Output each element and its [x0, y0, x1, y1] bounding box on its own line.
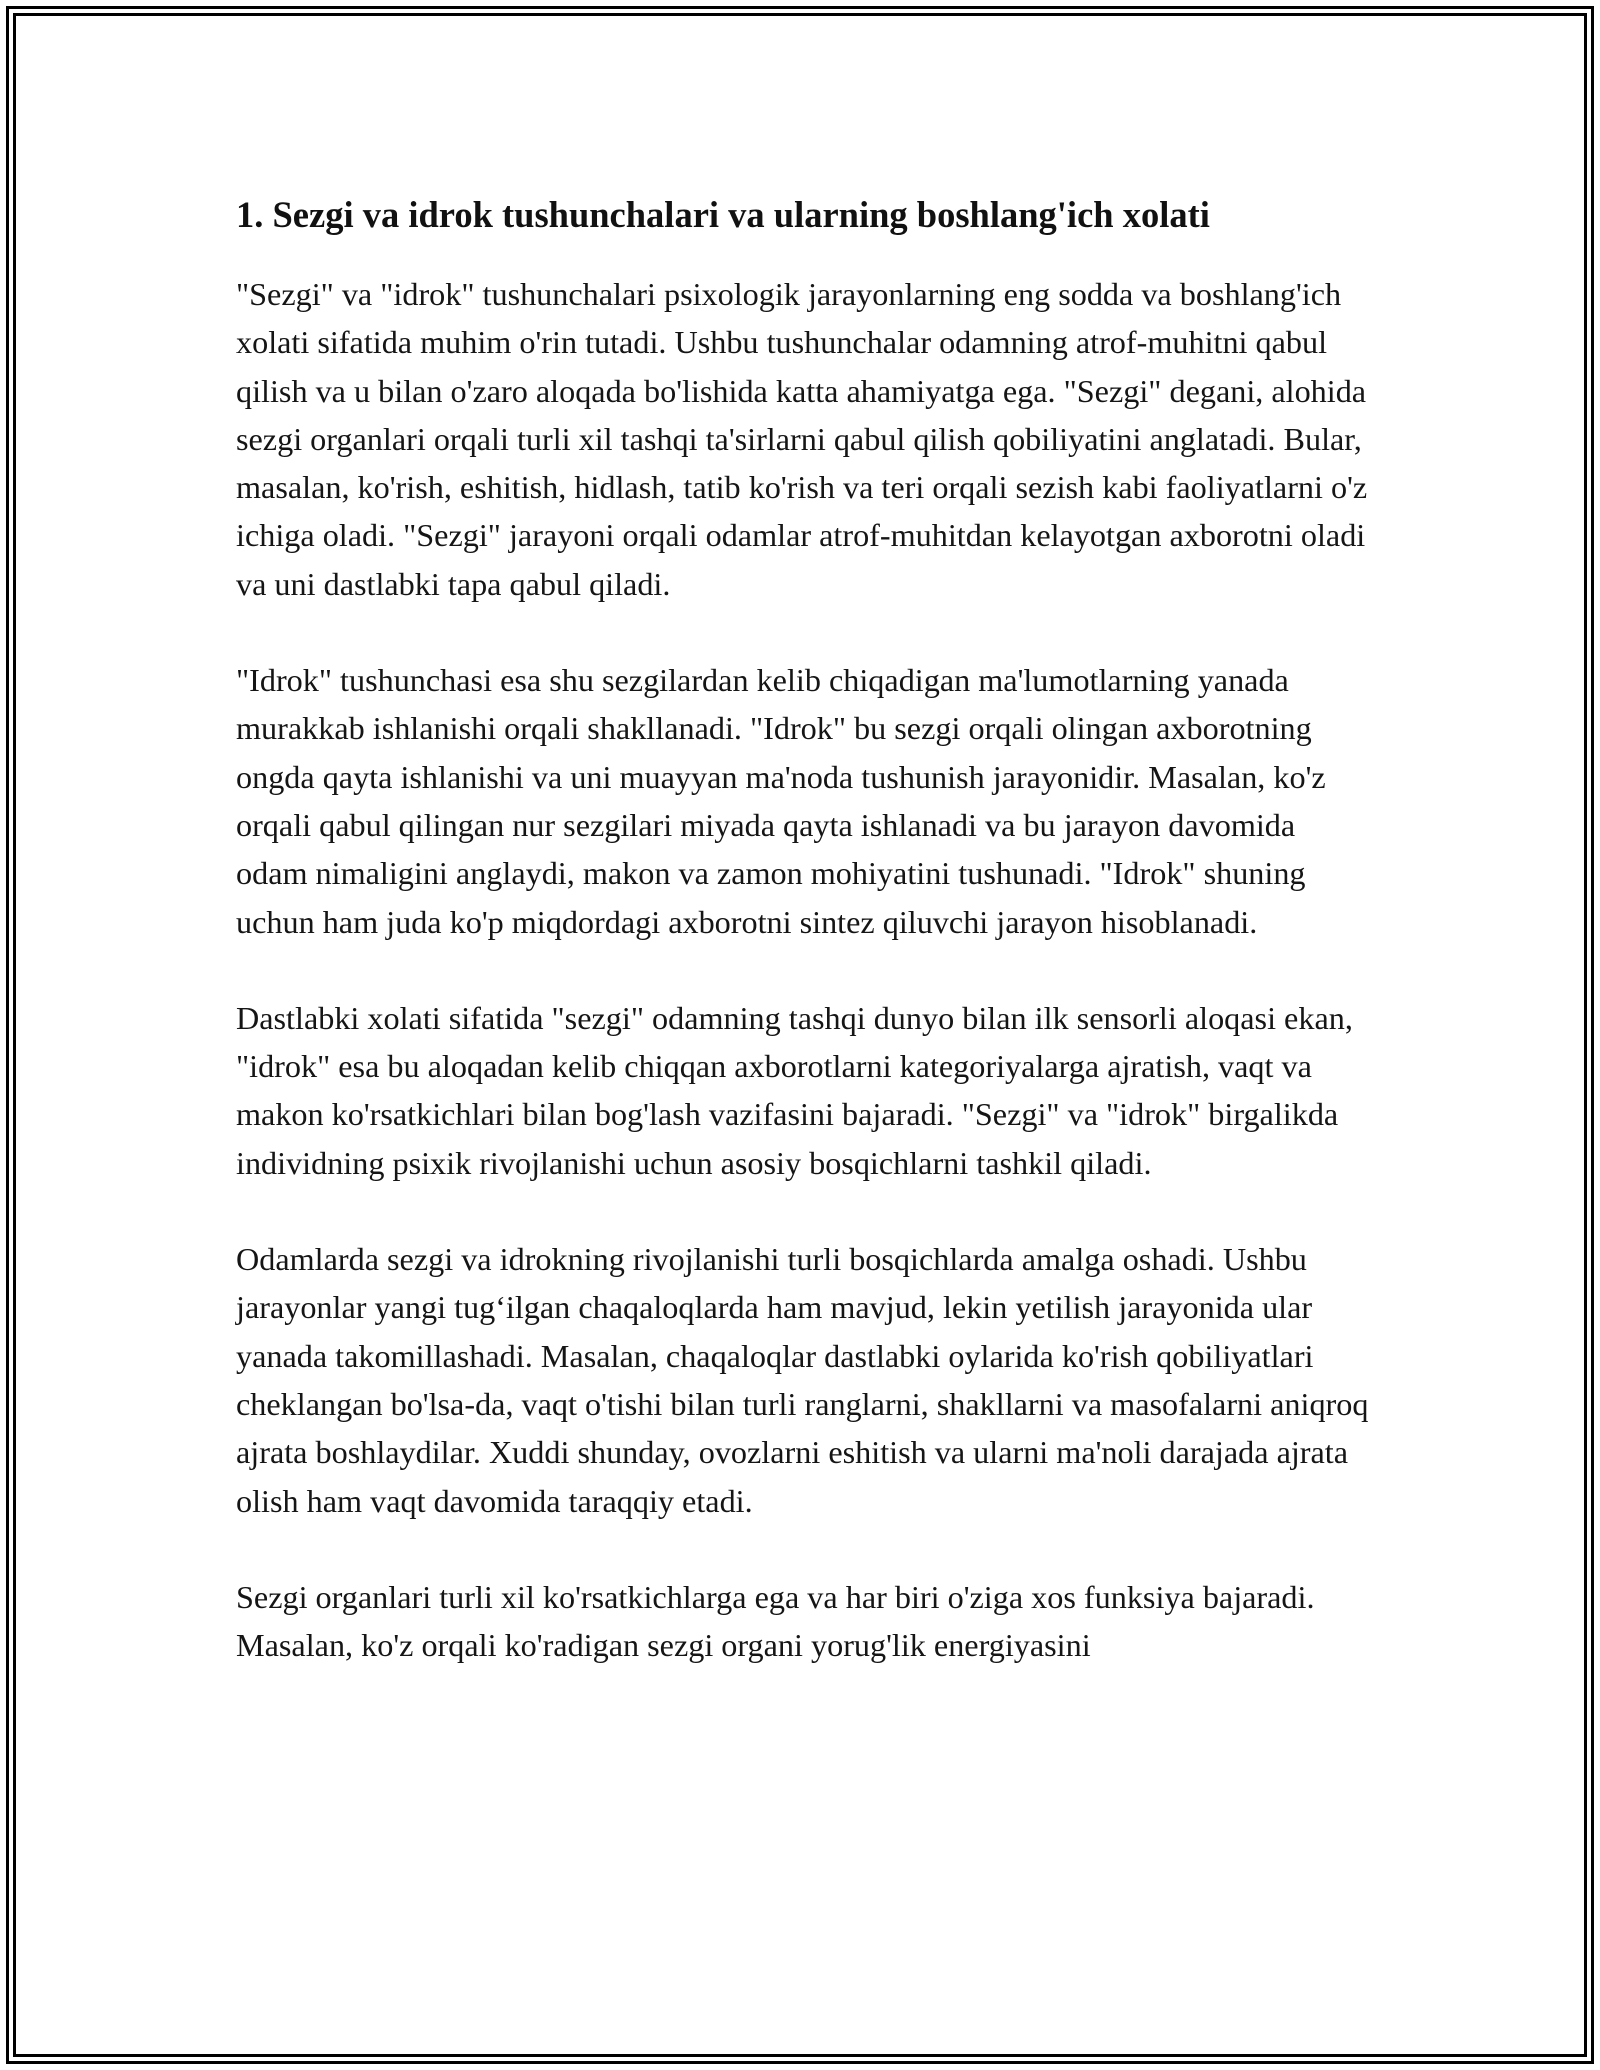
- document-body: [236, 180, 1370, 1669]
- paragraph-sezgi-definition: "Sezgi" va "idrok" tushunchalari psixologik jarayonlarning eng sodda va boshlang'ich xolati sifatida muhim o'rin tutadi. Ushbu tushunchalar odamning atrof-muhitni qabul qilish va u bilan o'zaro aloqada bo'lishida katta ahamiyatga ega. "Sezgi" degani, alohida sezgi organlari orqali turli xil tashqi ta'sirlarni qabul qilish qobiliyatini anglatadi. Bular, masalan, ko'rish, eshitish, hidlash, tatib ko'rish va teri orqali sezish kabi faoliyatlarni o'z ichiga oladi. "Sezgi" jarayoni orqali odamlar atrof-muhitdan kelayotgan axborotni oladi va uni dastlabki tapa qabul qiladi.: [236, 276, 1368, 602]
- paragraph-idrok-definition: "Idrok" tushunchasi esa shu sezgilardan kelib chiqadigan ma'lumotlarning yanada murakkab ishlanishi orqali shakllanadi. "Idrok" bu sezgi orqali olingan axborotning ongda qayta ishlanishi va uni muayyan ma'noda tushunish jarayonidir. Masalan, ko'z orqali qabul qilingan nur sezgilari miyada qayta ishlanadi va bu jarayon davomida odam nimaligini anglaydi, makon va zamon mohiyatini tushunadi. "Idrok" shuning uchun ham juda ko'p miqdordagi axborotni sintez qiluvchi jarayon hisoblanadi.: [236, 662, 1326, 940]
- section-heading: 1. Sezgi va idrok tushunchalari va ularning boshlang'ich xolati: [236, 194, 1210, 235]
- paragraph-initial-state: Dastlabki xolati sifatida "sezgi" odamning tashqi dunyo bilan ilk sensorli aloqasi ekan, "idrok" esa bu aloqadan kelib chiqqan axborotlarni kategoriyalarga ajratish, vaqt va makon ko'rsatkichlari bilan bog'lash vazifasini bajaradi. "Sezgi" va "idrok" birgalikda individning psixik rivojlanishi uchun asosiy bosqichlarni tashkil qiladi.: [236, 999, 1353, 1181]
- paragraph-development-stages: Odamlarda sezgi va idrokning rivojlanishi turli bosqichlarda amalga oshadi. Ushbu jarayonlar yangi tug‘ilgan chaqaloqlarda ham mavjud, lekin yetilish jarayonida ular yanada takomillashadi. Masalan, chaqaloqlar dastlabki oylarida ko'rish qobiliyatlari cheklangan bo'lsa-da, vaqt o'tishi bilan turli ranglarni, shakllarni va masofalarni aniqroq ajrata boshlaydilar. Xuddi shunday, ovozlarni eshitish va ularni ma'noli darajada ajrata olish ham vaqt davomida taraqqiy etadi.: [236, 1241, 1369, 1519]
- paragraph-sense-organs: Sezgi organlari turli xil ko'rsatkichlarga ega va har biri o'ziga xos funksiya bajaradi. Masalan, ko'z orqali ko'radigan sezgi organi yorug'lik energiyasini: [236, 1578, 1315, 1664]
